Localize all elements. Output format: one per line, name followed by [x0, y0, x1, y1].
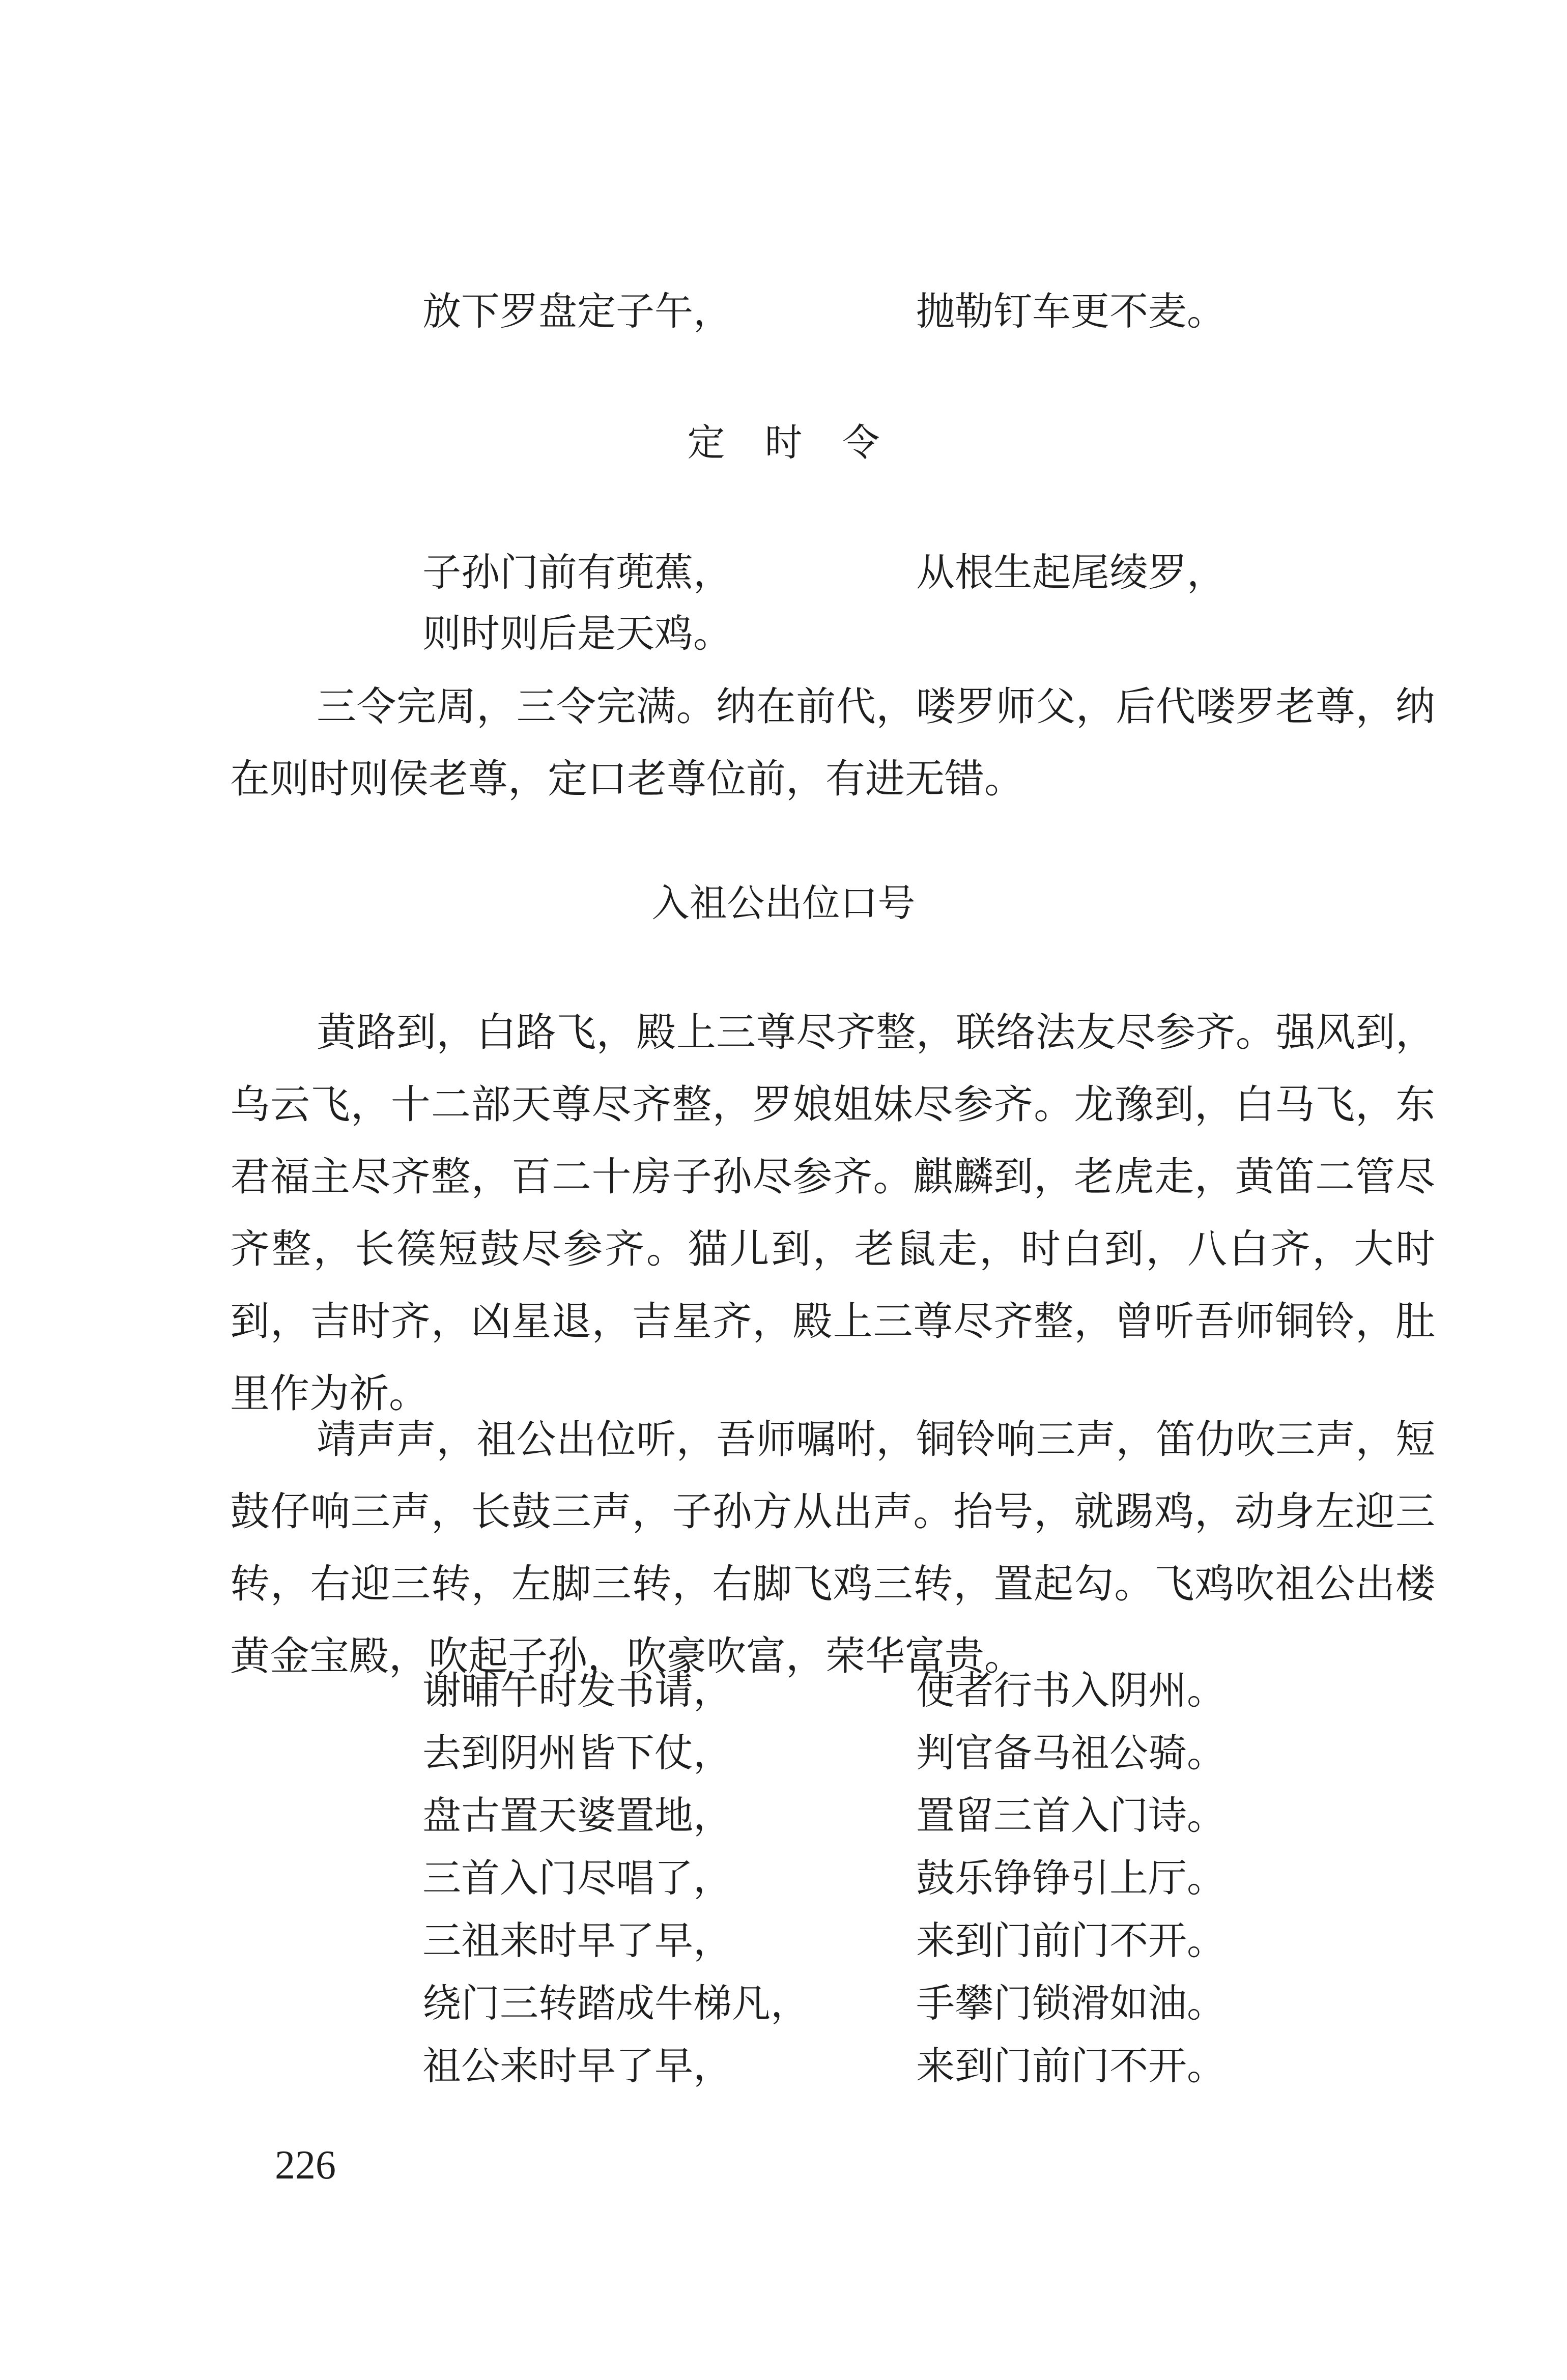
verse-right: 手攀门锁滑如油。 [916, 1981, 1226, 2026]
verse-line [422, 1723, 1389, 1784]
verse-right: 抛勒钉车更不麦。 [916, 289, 1226, 334]
verse-left: 绕门三转踏成牛梯凡， [422, 1981, 809, 2026]
section-title-ding-shi-ling: 定时令 [687, 421, 920, 465]
paragraph-2: 靖声声，祖公出位听，吾师嘱咐，铜铃响三声，笛仂吹三声，短鼓仔响三声，长鼓三声，子孙方从出声。抬号，就踢鸡，动身左迎三转，右迎三转，左脚三转，右脚飞鸡三转，置起勾。飞鸡吹祖公出楼黄金宝殿，吹起子孙，吹豪吹富，荣华富贵。 [230, 1417, 1435, 1679]
page-number: 226 [275, 2143, 336, 2188]
verse-line [422, 2035, 1389, 2097]
verse-line [422, 1848, 1389, 1909]
verse-line-single: 则时则后是天鸡。 [422, 611, 732, 656]
verse-left: 放下罗盘定子午， [422, 289, 732, 334]
verse-line [422, 1910, 1389, 1971]
verse-right: 从根生起尾绫罗， [916, 550, 1226, 595]
verse-line [422, 1973, 1389, 2034]
paragraph-closing: 三令完周，三令完满。纳在前代，喽罗师父，后代喽罗老尊，纳在则时则侯老尊，定口老尊位前，有进无错。 [230, 684, 1435, 802]
verse-line [422, 1785, 1389, 1846]
verse-right: 判官备马祖公骑。 [916, 1730, 1226, 1775]
verse-left: 三祖来时早了早， [422, 1918, 732, 1963]
verse-line-top [422, 281, 1389, 342]
verse-left: 去到阴州皆下仗， [422, 1730, 732, 1775]
verse-left: 三首入门尽唱了， [422, 1855, 732, 1901]
verse-left: 谢晡午时发书请， [422, 1668, 732, 1713]
verse-right: 鼓乐铮铮引上厅。 [916, 1855, 1226, 1901]
verse-right: 使者行书入阴州。 [916, 1668, 1226, 1713]
verse-right: 来到门前门不开。 [916, 1918, 1226, 1963]
verse-line [422, 542, 1389, 603]
verse-left: 祖公来时早了早， [422, 2043, 732, 2088]
verse-left: 子孙门前有蔸蕉， [422, 550, 732, 595]
section-title-chant: 入祖公出位口号 [651, 881, 916, 925]
paragraph-1: 黄路到，白路飞，殿上三尊尽齐整，联络法友尽参齐。强风到，乌云飞，十二部天尊尽齐整，罗娘姐妹尽参齐。龙豫到，白马飞，东君福主尽齐整，百二十房子孙尽参齐。麒麟到，老虎走，黄笛二管尽齐整，长篌短鼓尽参齐。猫儿到，老鼠走，时白到，八白齐，大时到，吉时齐，凶星退，吉星齐，殿上三尊尽齐整，曾听吾师铜铃，肚里作为祈。 [230, 1010, 1435, 1417]
verse-left: 盘古置天婆置地， [422, 1793, 732, 1838]
verse-line [422, 1660, 1389, 1721]
verse-right: 置留三首入门诗。 [916, 1793, 1226, 1838]
verse-right: 来到门前门不开。 [916, 2043, 1226, 2088]
